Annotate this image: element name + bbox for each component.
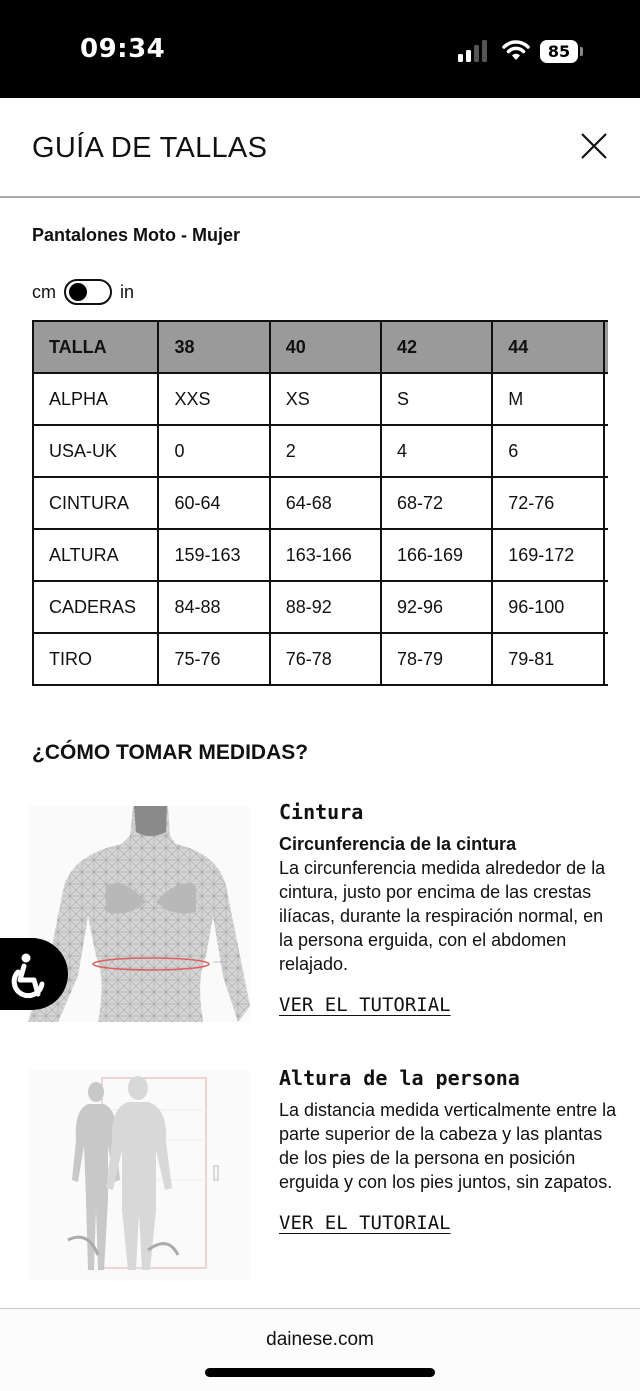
row-label: CINTURA — [33, 477, 158, 529]
table-cell: 72-76 — [492, 477, 603, 529]
home-indicator[interactable] — [205, 1368, 435, 1377]
height-text — [279, 1066, 619, 1234]
table-cell: S — [381, 373, 492, 425]
measure-description: La circunferencia medida alrededor de la cintura, justo por encima de las crestas ilíacas, durante la respiración normal, en la persona erguida, con el abdomen relajado. — [279, 858, 606, 974]
header-cell: TALLA — [33, 321, 158, 373]
unit-switch[interactable] — [64, 279, 112, 305]
table-cell: 0 — [158, 425, 269, 477]
table-cell: 6 — [492, 425, 603, 477]
header-cell: 38 — [158, 321, 269, 373]
table-cell: 60-64 — [158, 477, 269, 529]
table-cell: 166-169 — [381, 529, 492, 581]
status-time: 09:34 — [80, 34, 166, 64]
row-label: USA-UK — [33, 425, 158, 477]
page-title: GUÍA DE TALLAS — [32, 132, 268, 164]
table-cell: 2 — [270, 425, 381, 477]
tutorial-link-waist[interactable]: VER EL TUTORIAL — [279, 994, 451, 1016]
waist-text — [279, 800, 619, 1016]
size-guide-header — [0, 98, 640, 198]
table-cell: 92-96 — [381, 581, 492, 633]
header-cell — [604, 321, 609, 373]
size-table-scroll[interactable] — [32, 320, 608, 686]
url-label[interactable]: dainese.com — [266, 1329, 374, 1350]
table-cell: M — [492, 373, 603, 425]
measure-subtitle: Circunferencia de la cintura — [279, 834, 517, 854]
height-measurement-figure — [28, 1070, 250, 1280]
switch-knob — [69, 283, 87, 301]
table-cell — [604, 581, 609, 633]
table-row — [33, 373, 608, 425]
measure-title: Altura de la persona — [279, 1066, 520, 1090]
browser-bottom-bar — [0, 1308, 640, 1391]
table-cell: 76-78 — [270, 633, 381, 685]
table-cell — [604, 373, 609, 425]
how-to-measure-title: ¿CÓMO TOMAR MEDIDAS? — [32, 741, 309, 764]
status-bar — [0, 0, 640, 98]
accessibility-icon — [0, 938, 68, 1010]
table-cell: 75-76 — [158, 633, 269, 685]
signal-icon — [458, 40, 490, 62]
header-cell: 44 — [492, 321, 603, 373]
table-cell: 79-81 — [492, 633, 603, 685]
measure-description: La distancia medida verticalmente entre la parte superior de la cabeza y las plantas de los pies de la persona en posición erguida y con los pies juntos, sin zapatos. — [279, 1100, 617, 1192]
table-cell: 68-72 — [381, 477, 492, 529]
table-cell — [604, 633, 609, 685]
table-row — [33, 529, 608, 581]
table-cell: 4 — [381, 425, 492, 477]
header-cell: 40 — [270, 321, 381, 373]
battery-icon: 85 — [540, 40, 578, 63]
row-label: CADERAS — [33, 581, 158, 633]
table-cell: 78-79 — [381, 633, 492, 685]
product-subtitle: Pantalones Moto - Mujer — [32, 225, 241, 245]
tutorial-link-height[interactable]: VER EL TUTORIAL — [279, 1212, 451, 1234]
unit-label-cm: cm — [32, 281, 56, 302]
table-row — [33, 477, 608, 529]
measure-title: Cintura — [279, 800, 364, 824]
accessibility-button[interactable] — [0, 938, 68, 1010]
unit-toggle — [32, 278, 134, 306]
table-cell: 169-172 — [492, 529, 603, 581]
table-cell: 96-100 — [492, 581, 603, 633]
battery-tip — [580, 47, 583, 56]
row-label: ALPHA — [33, 373, 158, 425]
table-cell: 84-88 — [158, 581, 269, 633]
table-cell: 88-92 — [270, 581, 381, 633]
close-icon[interactable] — [578, 130, 610, 162]
table-cell: XS — [270, 373, 381, 425]
unit-label-in: in — [120, 281, 135, 302]
row-label: ALTURA — [33, 529, 158, 581]
wifi-icon — [502, 38, 530, 62]
table-cell: 64-68 — [270, 477, 381, 529]
header-cell: 42 — [381, 321, 492, 373]
table-cell — [604, 425, 609, 477]
table-cell: 159-163 — [158, 529, 269, 581]
table-cell: 163-166 — [270, 529, 381, 581]
table-header-row — [33, 321, 608, 373]
table-cell: XXS — [158, 373, 269, 425]
table-row — [33, 581, 608, 633]
row-label: TIRO — [33, 633, 158, 685]
size-table — [32, 320, 608, 686]
male-female-figures-illustration — [28, 1070, 250, 1280]
table-cell — [604, 477, 609, 529]
table-row — [33, 425, 608, 477]
table-cell — [604, 529, 609, 581]
table-row — [33, 633, 608, 685]
